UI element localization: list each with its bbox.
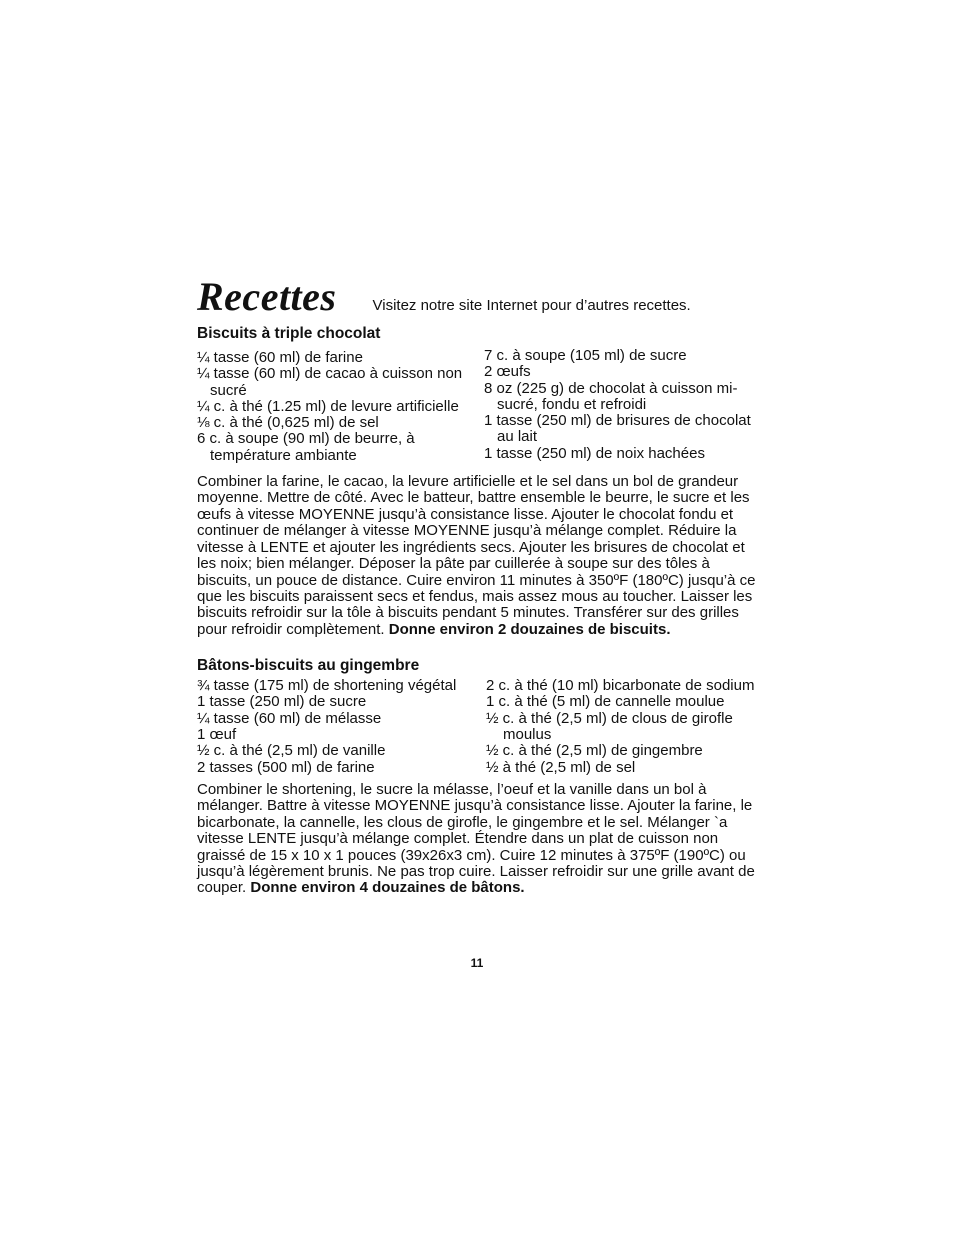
recipe-instructions (197, 474, 767, 638)
ingredient: ½ c. à thé (2,5 ml) de vanille (197, 742, 386, 760)
ingredient: ½ c. à thé (2,5 ml) de gingembre (486, 742, 703, 760)
ingredient: 2 œufs (484, 363, 531, 381)
ingredients (197, 678, 767, 776)
ingredient: ½ à thé (2,5 ml) de sel (486, 758, 636, 776)
ingredient: ¼ tasse (60 ml) de farine (197, 349, 363, 366)
ingredient: ⅛ c. à thé (0,625 ml) de sel (197, 414, 379, 432)
page-title: Recettes (197, 274, 337, 319)
ingredient: 6 c. à soupe (90 ml) de beurre, à température ambiante (197, 430, 415, 464)
ingredient: 7 c. à soupe (105 ml) de sucre (484, 347, 687, 364)
recipe-yield: Donne environ 2 douzaines de biscuits. (388, 620, 671, 638)
ingredient: 1 tasse (250 ml) de sucre (197, 693, 367, 711)
page-number: 11 (470, 956, 484, 970)
ingredient: 8 oz (225 g) de chocolat à cuisson mi-sucré, fondu et refroidi (484, 379, 738, 413)
ingredients-right-column (484, 348, 767, 464)
ingredient: 2 c. à thé (10 ml) bicarbonate de sodium (486, 677, 755, 695)
ingredient: 1 œuf (197, 726, 237, 744)
ingredients-left-column (197, 678, 486, 776)
recipe-page (197, 272, 767, 897)
ingredient: 2 tasses (500 ml) de farine (197, 758, 375, 776)
recipe-yield: Donne environ 4 douzaines de bâtons. (250, 879, 525, 897)
recipe-triple-chocolate (197, 324, 767, 638)
ingredient: 1 c. à thé (5 ml) de cannelle moulue (486, 693, 725, 711)
recipe-title: Biscuits à triple chocolat (197, 325, 381, 342)
instructions-text: Combiner la farine, le cacao, la levure artificielle et le sel dans un bol de grandeur moyenne. Mettre de côté. Avec le batteur, battre ensemble le beurre, le sucre et les œufs à vitesse MOYENNE jusqu’à consistance lisse. Ajouter le chocolat fondu et continuer de mélanger à vitesse MOYENNE jusqu’à mélange complet. Réduire la vitesse à LENTE et ajouter les ingrédients secs. Ajouter les brisures de chocolat et les noix; bien mélanger. Déposer la pâte par cuillerée à soupe sur des tôles à biscuits, un pouce de distance. Cuire environ 11 minutes à 350ºF (180ºC) jusqu’à ce que les biscuits paraissent secs et fendus, mais assez mous au toucher. Laisser les biscuits refroidir sur la tôle à biscuits pendant 5 minutes. Transférer sur des grilles pour refroidir complètement. (197, 473, 756, 638)
ingredient: 1 tasse (250 ml) de brisures de chocolat au lait (484, 412, 751, 446)
ingredients-left-column (197, 350, 484, 464)
ingredients (197, 348, 767, 464)
ingredient: ¼ tasse (60 ml) de cacao à cuisson non sucré (197, 365, 463, 399)
ingredients-right-column (486, 678, 767, 776)
instructions-text: Combiner le shortening, le sucre la mélasse, l’oeuf et la vanille dans un bol à mélanger. Battre à vitesse MOYENNE jusqu’à consistance lisse. Ajouter la farine, le bicarbonate, la cannelle, les clous de girofle, le gingembre et le sel. Mélanger `a vitesse LENTE jusqu’à mélange complet. Étendre dans un plat de cuisson non graissé de 15 x 10 x 1 pouces (39x26x3 cm). Cuire 12 minutes à 375ºF (190ºC) ou jusqu’à légèrement brunis. Ne pas trop cuire. Laisser refroidir sur une grille avant de couper. (197, 780, 755, 897)
ingredient: ¼ c. à thé (1.25 ml) de levure artificielle (197, 397, 459, 415)
recipe-ginger-bars (197, 656, 767, 897)
recipe-title: Bâtons-biscuits au gingembre (197, 657, 420, 675)
ingredient: ½ c. à thé (2,5 ml) de clous de girofle moulus (486, 709, 733, 744)
ingredient: ¾ tasse (175 ml) de shortening végétal (197, 677, 457, 695)
ingredient: 1 tasse (250 ml) de noix hachées (484, 444, 705, 462)
page-subtitle: Visitez notre site Internet pour d’autres recettes. (372, 297, 691, 314)
recipe-instructions (197, 782, 767, 897)
ingredient: ¼ tasse (60 ml) de mélasse (197, 709, 382, 727)
page-header (197, 272, 767, 322)
